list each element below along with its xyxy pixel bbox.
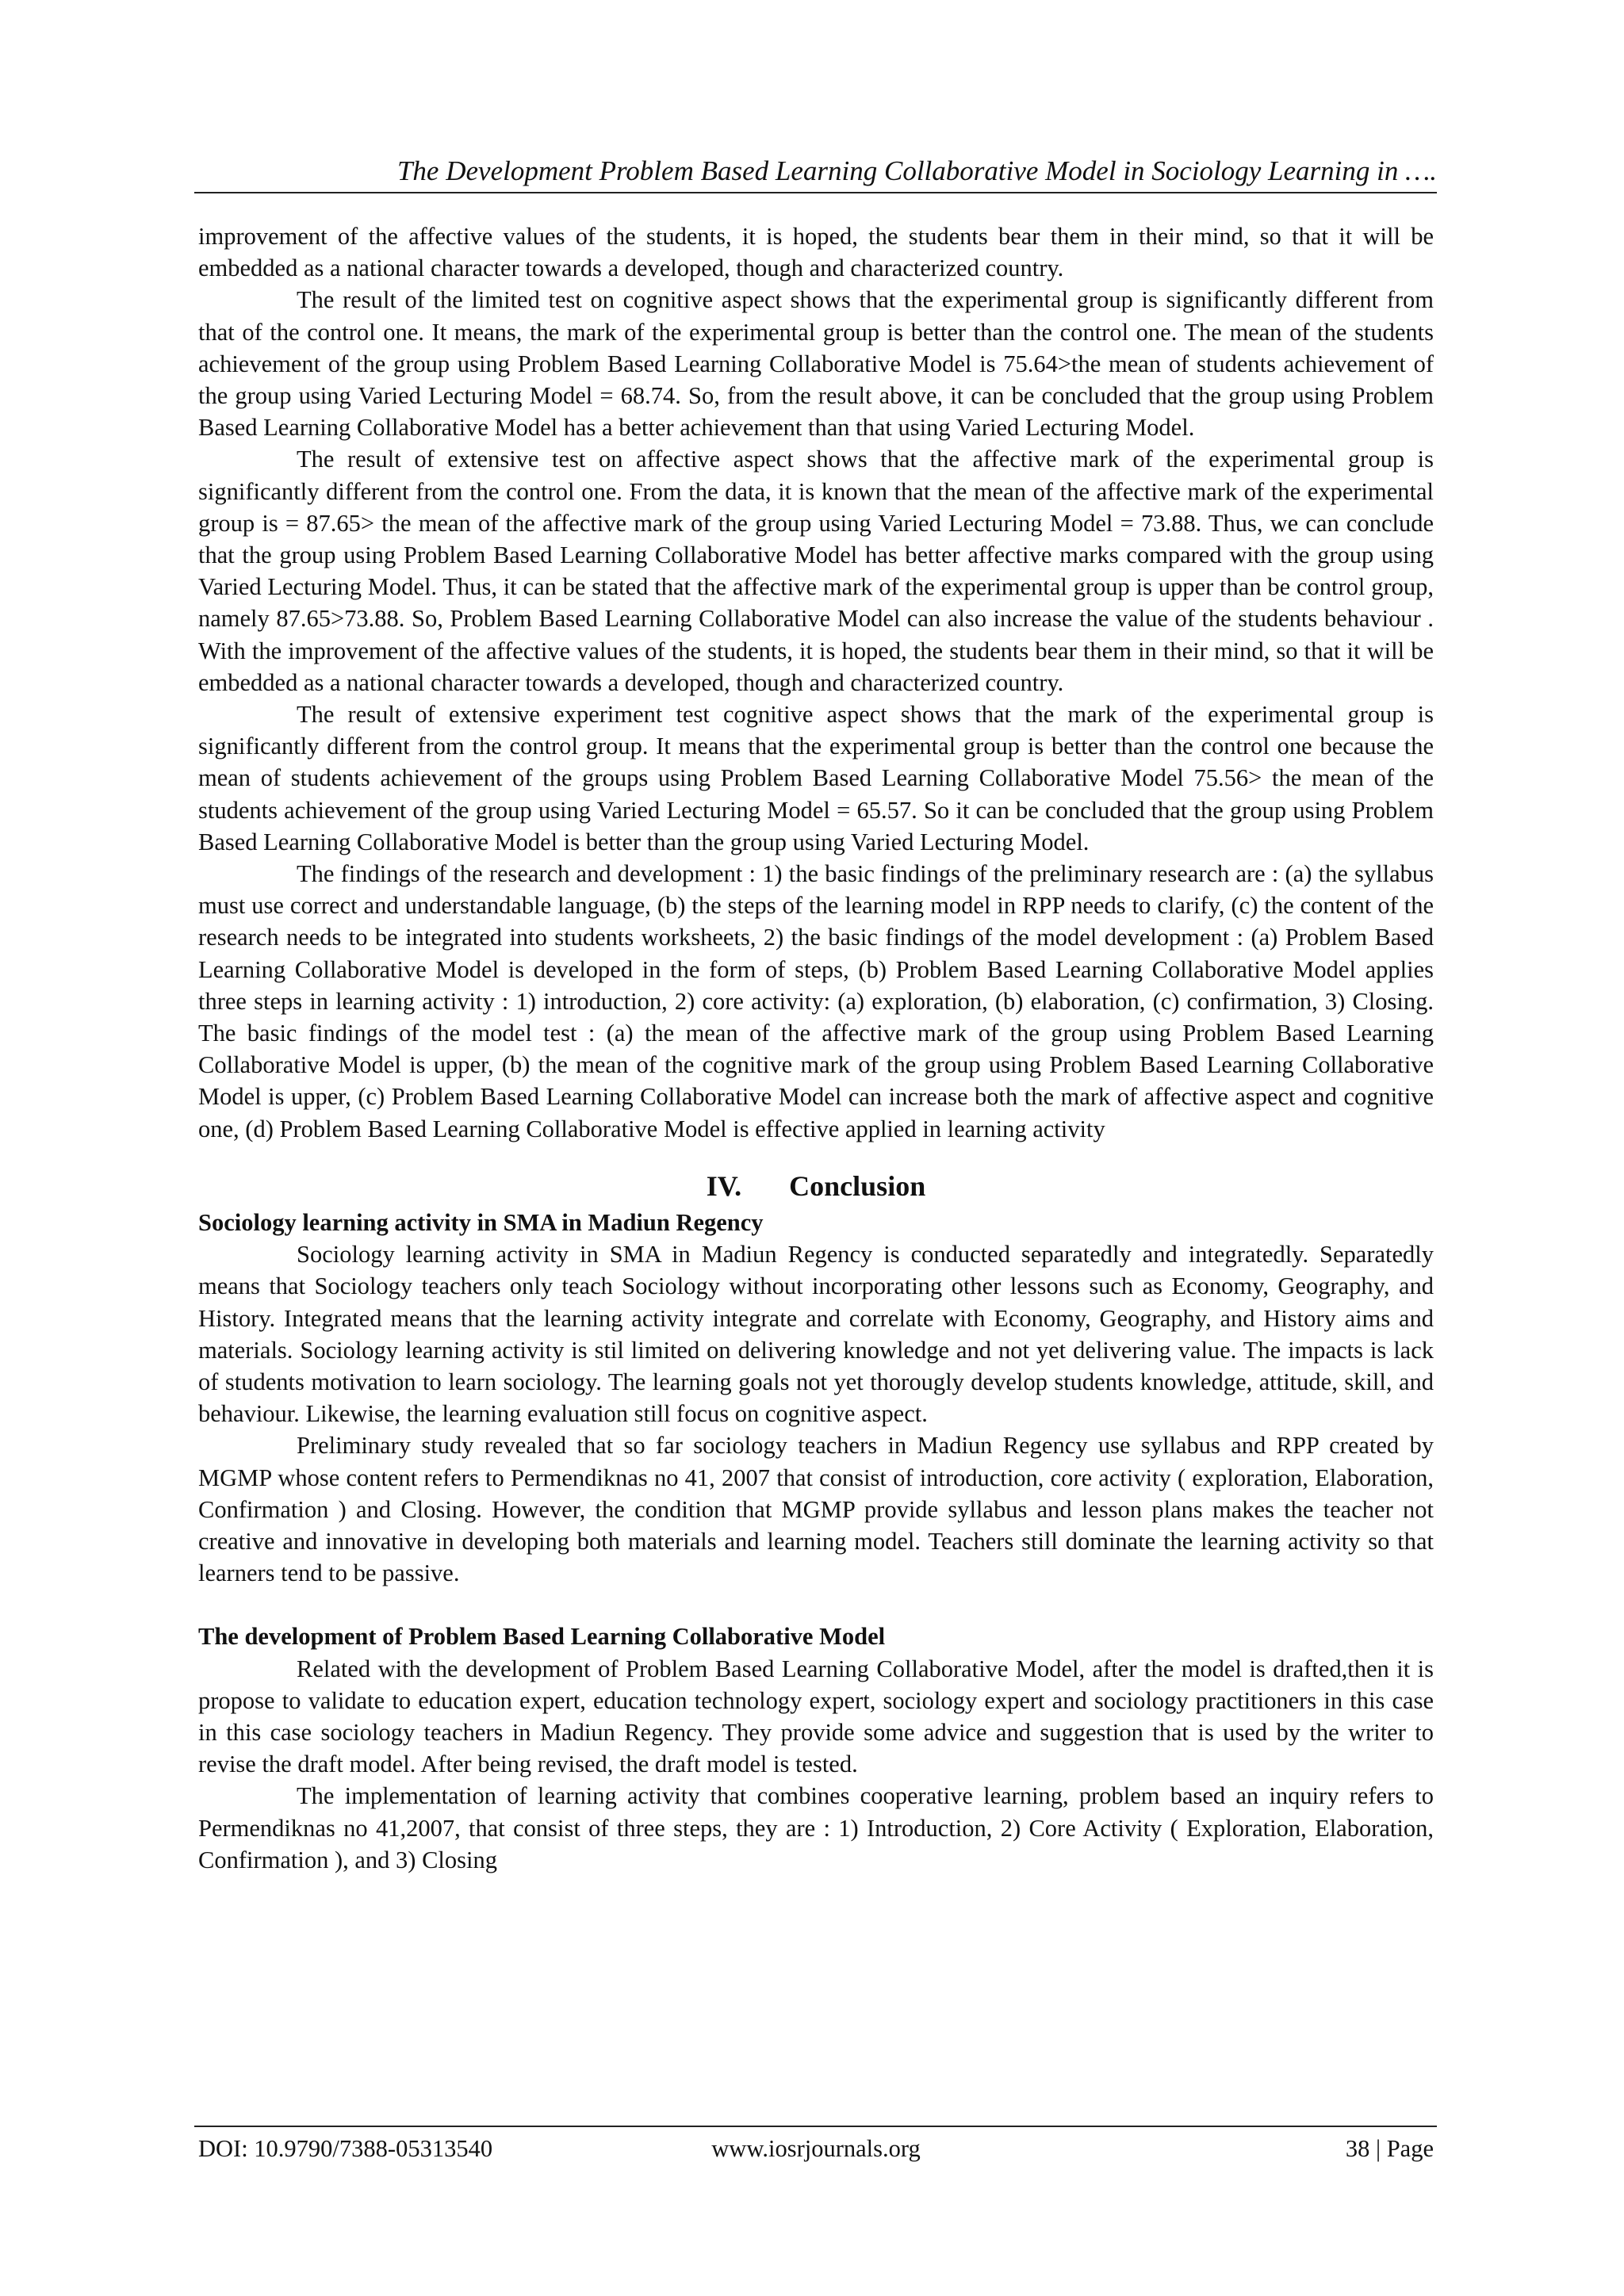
subsection-heading-sociology-activity: Sociology learning activity in SMA in Madiun Regency: [198, 1208, 764, 1236]
footer-website: www.iosrjournals.org: [711, 2135, 921, 2162]
paragraph-continued: improvement of the affective values of the students, it is hoped, the students bear them in their mind, so that it will be embedded as a national character towards a developed, though and characterized country.: [198, 223, 1434, 282]
paragraph-sociology-activity: Sociology learning activity in SMA in Madiun Regency is conducted separatedly and integratedly. Separatedly means that Sociology teachers only teach Sociology without incorporating other lessons such as Economy, Geography, and History. Integrated means that the learning activity integrate and correlate with Economy, Geography, and History aims and materials. Sociology learning activity is stil limited on delivering knowledge and not yet delivering value. The impacts is lack of students motivation to learn sociology. The learning goals not yet thorougly develop students knowledge, attitude, skill, and behaviour. Likewise, the learning evaluation still focus on cognitive aspect.: [198, 1241, 1434, 1428]
section-title: Conclusion: [789, 1169, 926, 1202]
section-number: IV.: [706, 1169, 742, 1202]
footer-doi: DOI: 10.9790/7388-05313540: [198, 2135, 493, 2162]
footer-divider: [194, 2126, 1437, 2127]
paragraph-model-validation: Related with the development of Problem Based Learning Collaborative Model, after the model is drafted,then it is propose to validate to education expert, education technology expert, sociology expert and sociology practitioners in this case in this case sociology teachers in Madiun Regency. They provide some advice and suggestion that is used by the writer to revise the draft model. After being revised, the draft model is tested.: [198, 1655, 1434, 1778]
paragraph-extensive-test-affective: The result of extensive test on affective aspect shows that the affective mark of the experimental group is significantly different from the control one. From the data, it is known that the mean of the affective mark of the experimental group is = 87.65> the mean of the affective mark of the group using Varied Lecturing Model = 73.88. Thus, we can conclude that the group using Problem Based Learning Collaborative Model has better affective marks compared with the group using Varied Lecturing Model. Thus, it can be stated that the affective mark of the experimental group is upper than be control group, namely 87.65>73.88. So, Problem Based Learning Collaborative Model can also increase the value of the students behaviour . With the improvement of the affective values of the students, it is hoped, the students bear them in their mind, so that it will be embedded as a national character towards a developed, though and characterized country.: [198, 446, 1434, 696]
running-header: The Development Problem Based Learning Collaborative Model in Sociology Learning in ….: [396, 155, 1437, 186]
page-footer: [198, 2133, 1434, 2164]
paragraph-implementation: The implementation of learning activity that combines cooperative learning, problem based an inquiry refers to Permendiknas no 41,2007, that consist of three steps, they are : 1) Introduction, 2) Core Activity ( Exploration, Elaboration, Confirmation ), and 3) Closing: [198, 1782, 1434, 1873]
paragraph-findings: The findings of the research and development : 1) the basic findings of the preliminary research are : (a) the syllabus must use correct and understandable language, (b) the steps of the learning model in RPP needs to clarify, (c) the content of the research needs to be integrated into students worksheets, 2) the basic findings of the model development : (a) Problem Based Learning Collaborative Model is developed in the form of steps, (b) Problem Based Learning Collaborative Model applies three steps in learning activity : 1) introduction, 2) core activity: (a) exploration, (b) elaboration, (c) confirmation, 3) Closing. The basic findings of the model test : (a) the mean of the affective mark of the group using Problem Based Learning Collaborative Model is upper, (b) the mean of the cognitive mark of the group using Problem Based Learning Collaborative Model is upper, (c) Problem Based Learning Collaborative Model can increase both the mark of affective aspect and cognitive one, (d) Problem Based Learning Collaborative Model is effective applied in learning activity: [198, 860, 1434, 1142]
body-text: [198, 220, 1434, 1876]
paragraph-limited-test-cognitive: The result of the limited test on cognitive aspect shows that the experimental group is significantly different from that of the control one. It means, the mark of the experimental group is better than the control one. The mean of the students achievement of the group using Problem Based Learning Collaborative Model is 75.64>the mean of students achievement of the group using Varied Lecturing Model = 68.74. So, from the result above, it can be concluded that the group using Problem Based Learning Collaborative Model has a better achievement than that using Varied Lecturing Model.: [198, 286, 1434, 442]
footer-page-number: 38 | Page: [1345, 2135, 1434, 2162]
paragraph-extensive-test-cognitive: The result of extensive experiment test cognitive aspect shows that the mark of the experimental group is significantly different from the control group. It means that the experimental group is better than the control one because the mean of students achievement of the groups using Problem Based Learning Collaborative Model 75.56> the mean of the students achievement of the group using Varied Lecturing Model = 65.57. So it can be concluded that the group using Problem Based Learning Collaborative Model is better than the group using Varied Lecturing Model.: [198, 701, 1434, 855]
section-heading-conclusion: [198, 1169, 1434, 1203]
subsection-heading-model-development: The development of Problem Based Learning Collaborative Model: [198, 1623, 886, 1651]
paragraph-preliminary-study: Preliminary study revealed that so far sociology teachers in Madiun Regency use syllabus and RPP created by MGMP whose content refers to Permendiknas no 41, 2007 that consist of introduction, core activity ( exploration, Elaboration, Confirmation ) and Closing. However, the condition that MGMP provide syllabus and lesson plans makes the teacher not creative and innovative in developing both materials and learning model. Teachers still dominate the learning activity so that learners tend to be passive.: [198, 1432, 1434, 1587]
header-divider: [194, 192, 1437, 193]
